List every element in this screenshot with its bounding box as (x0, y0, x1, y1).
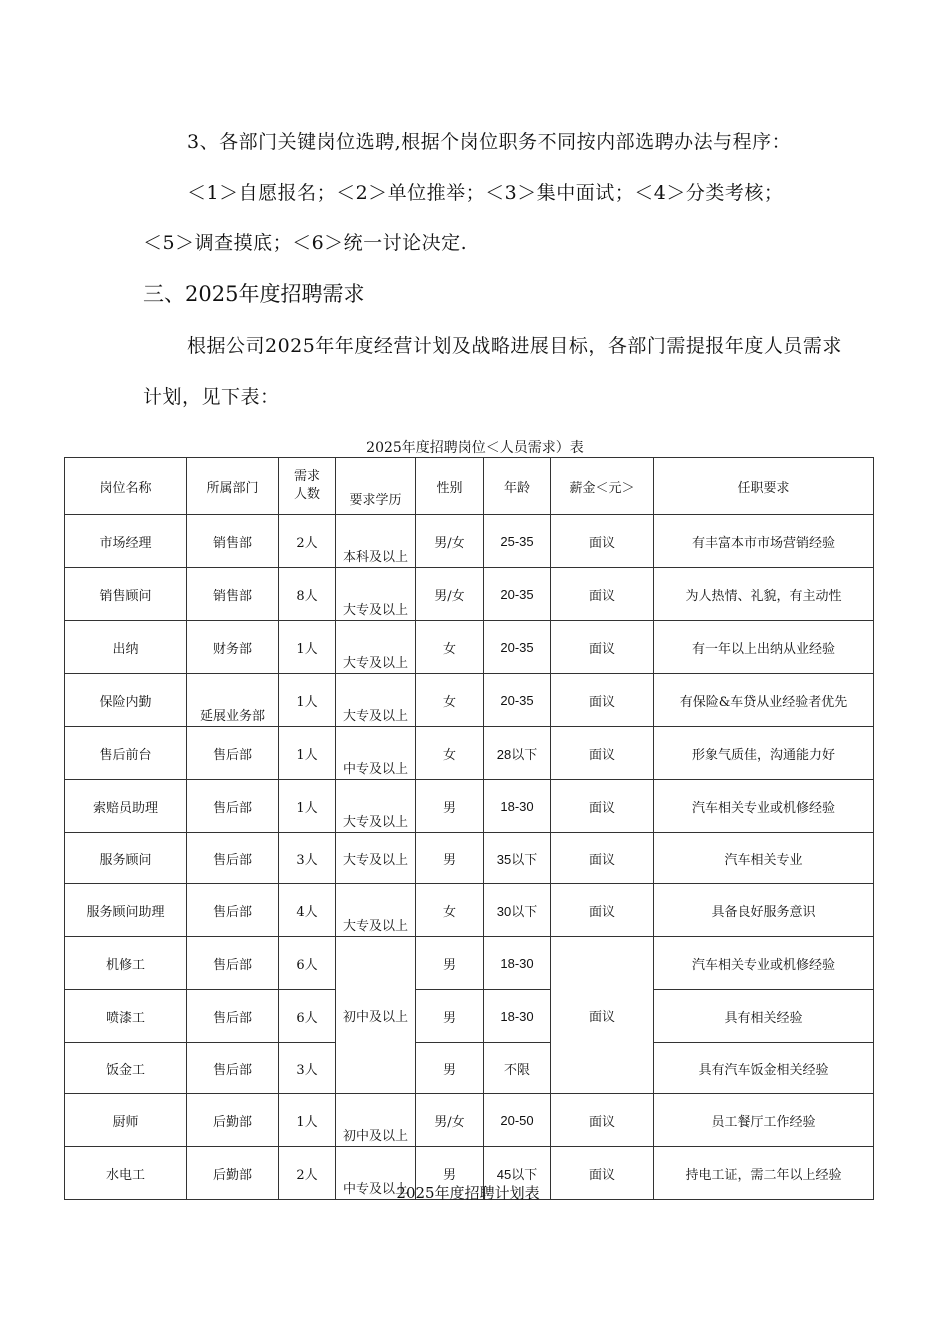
cell-department: 售后部 (187, 833, 279, 884)
table-header-row (65, 458, 874, 515)
cell-education: 大专及以上 (336, 780, 416, 833)
cell-gender: 女 (416, 727, 484, 780)
cell-education: 大专及以上 (336, 833, 416, 884)
cell-position: 市场经理 (65, 515, 187, 568)
paragraph-plan-intro-cont: 计划，见下表： (143, 386, 280, 408)
cell-age: 18-30 (484, 937, 551, 990)
cell-department: 售后部 (187, 937, 279, 990)
cell-position: 水电工 (65, 1147, 187, 1200)
cell-department: 售后部 (187, 727, 279, 780)
cell-salary: 面议 (551, 727, 654, 780)
cell-education-merged: 初中及以上 (336, 937, 416, 1094)
cell-department: 财务部 (187, 621, 279, 674)
table-footer-caption: 2025年度招聘计划表 (396, 1184, 540, 1202)
cell-count: 6人 (279, 990, 336, 1043)
cell-count: 1人 (279, 727, 336, 780)
cell-gender: 女 (416, 884, 484, 937)
cell-count: 1人 (279, 780, 336, 833)
cell-department: 延展业务部 (187, 674, 279, 727)
cell-position: 饭金工 (65, 1043, 187, 1094)
cell-department: 后勤部 (187, 1094, 279, 1147)
cell-gender: 男 (416, 1147, 484, 1200)
cell-gender: 男 (416, 780, 484, 833)
header-count-line1: 需求 (293, 469, 320, 484)
cell-salary: 面议 (551, 621, 654, 674)
cell-education: 中专及以上 (336, 1147, 416, 1200)
cell-position: 喷漆工 (65, 990, 187, 1043)
paragraph-steps-1-4: ＜1＞自愿报名；＜2＞单位推举；＜3＞集中面试；＜4＞分类考核； (187, 182, 784, 204)
table-row (65, 990, 874, 1043)
header-count (279, 458, 336, 515)
cell-education: 初中及以上 (336, 1094, 416, 1147)
cell-salary: 面议 (551, 1094, 654, 1147)
cell-count: 1人 (279, 674, 336, 727)
header-education: 要求学历 (336, 458, 416, 515)
cell-age: 不限 (484, 1043, 551, 1094)
cell-department: 售后部 (187, 780, 279, 833)
cell-age: 20-50 (484, 1094, 551, 1147)
cell-salary: 面议 (551, 674, 654, 727)
table-row (65, 568, 874, 621)
cell-count: 6人 (279, 937, 336, 990)
paragraph-plan-intro: 根据公司2025年年度经营计划及战略进展目标，各部门需提报年度人员需求 (187, 335, 842, 357)
header-gender: 性别 (416, 458, 484, 515)
header-department: 所属部门 (187, 458, 279, 515)
cell-education: 本科及以上 (336, 515, 416, 568)
cell-gender: 男 (416, 937, 484, 990)
cell-gender: 女 (416, 674, 484, 727)
cell-count: 1人 (279, 621, 336, 674)
cell-gender: 男/女 (416, 1094, 484, 1147)
cell-position: 保险内勤 (65, 674, 187, 727)
cell-position: 服务顾问助理 (65, 884, 187, 937)
cell-age: 18-30 (484, 990, 551, 1043)
cell-department: 后勤部 (187, 1147, 279, 1200)
table-row (65, 515, 874, 568)
cell-position: 出纳 (65, 621, 187, 674)
cell-age: 20-35 (484, 621, 551, 674)
cell-gender: 男 (416, 1043, 484, 1094)
cell-requirements: 有丰富本市市场营销经验 (654, 515, 874, 568)
cell-count: 2人 (279, 515, 336, 568)
table-row (65, 621, 874, 674)
cell-count: 1人 (279, 1094, 336, 1147)
cell-requirements: 汽车相关专业 (654, 833, 874, 884)
cell-requirements: 有一年以上出纳从业经验 (654, 621, 874, 674)
table-row (65, 884, 874, 937)
table-row (65, 833, 874, 884)
cell-department: 售后部 (187, 884, 279, 937)
cell-requirements: 为人热情、礼貌，有主动性 (654, 568, 874, 621)
table-row (65, 674, 874, 727)
header-count-line2: 人数 (293, 487, 320, 502)
cell-salary: 面议 (551, 833, 654, 884)
cell-requirements: 形象气质佳，沟通能力好 (654, 727, 874, 780)
cell-position: 服务顾问 (65, 833, 187, 884)
cell-department: 销售部 (187, 515, 279, 568)
cell-requirements: 具有相关经验 (654, 990, 874, 1043)
cell-requirements: 汽车相关专业或机修经验 (654, 780, 874, 833)
cell-age: 28以下 (484, 727, 551, 780)
cell-position: 厨师 (65, 1094, 187, 1147)
cell-salary: 面议 (551, 884, 654, 937)
cell-requirements: 有保险&车贷从业经验者优先 (654, 674, 874, 727)
cell-position: 索赔员助理 (65, 780, 187, 833)
cell-requirements: 员工餐厅工作经验 (654, 1094, 874, 1147)
cell-salary: 面议 (551, 780, 654, 833)
table-caption: 2025年度招聘岗位＜人员需求）表 (366, 440, 584, 456)
cell-age: 20-35 (484, 674, 551, 727)
cell-education: 大专及以上 (336, 674, 416, 727)
cell-count: 3人 (279, 833, 336, 884)
cell-gender: 男/女 (416, 515, 484, 568)
cell-requirements: 具备良好服务意识 (654, 884, 874, 937)
paragraph-steps-5-6: ＜5＞调查摸底；＜6＞统一讨论决定. (143, 232, 468, 254)
table-row (65, 1094, 874, 1147)
cell-count: 4人 (279, 884, 336, 937)
cell-education: 大专及以上 (336, 884, 416, 937)
cell-salary: 面议 (551, 568, 654, 621)
cell-position: 售后前台 (65, 727, 187, 780)
cell-count: 2人 (279, 1147, 336, 1200)
cell-education: 中专及以上 (336, 727, 416, 780)
cell-count: 3人 (279, 1043, 336, 1094)
section-heading: 三、2025年度招聘需求 (143, 282, 365, 306)
cell-salary: 面议 (551, 1147, 654, 1200)
cell-position: 机修工 (65, 937, 187, 990)
table-row (65, 1043, 874, 1094)
cell-requirements: 持电工证，需二年以上经验 (654, 1147, 874, 1200)
cell-age: 20-35 (484, 568, 551, 621)
cell-age: 25-35 (484, 515, 551, 568)
cell-gender: 男/女 (416, 568, 484, 621)
cell-department: 售后部 (187, 990, 279, 1043)
cell-department: 售后部 (187, 1043, 279, 1094)
cell-salary-merged: 面议 (551, 937, 654, 1094)
cell-age: 45以下 (484, 1147, 551, 1200)
cell-age: 30以下 (484, 884, 551, 937)
cell-department: 销售部 (187, 568, 279, 621)
recruitment-table (64, 457, 874, 1200)
table-row (65, 727, 874, 780)
cell-requirements: 具有汽车饭金相关经验 (654, 1043, 874, 1094)
cell-age: 35以下 (484, 833, 551, 884)
cell-education: 大专及以上 (336, 568, 416, 621)
header-age: 年龄 (484, 458, 551, 515)
header-salary: 薪金＜元＞ (551, 458, 654, 515)
cell-requirements: 汽车相关专业或机修经验 (654, 937, 874, 990)
cell-gender: 男 (416, 990, 484, 1043)
table-row (65, 937, 874, 990)
table-row (65, 780, 874, 833)
paragraph-selection-process: 3、各部门关键岗位选聘,根据个岗位职务不同按内部选聘办法与程序： (187, 131, 792, 153)
cell-salary: 面议 (551, 515, 654, 568)
cell-gender: 男 (416, 833, 484, 884)
cell-count: 8人 (279, 568, 336, 621)
cell-gender: 女 (416, 621, 484, 674)
cell-education: 大专及以上 (336, 621, 416, 674)
cell-age: 18-30 (484, 780, 551, 833)
header-requirements: 任职要求 (654, 458, 874, 515)
header-position: 岗位名称 (65, 458, 187, 515)
cell-position: 销售顾问 (65, 568, 187, 621)
